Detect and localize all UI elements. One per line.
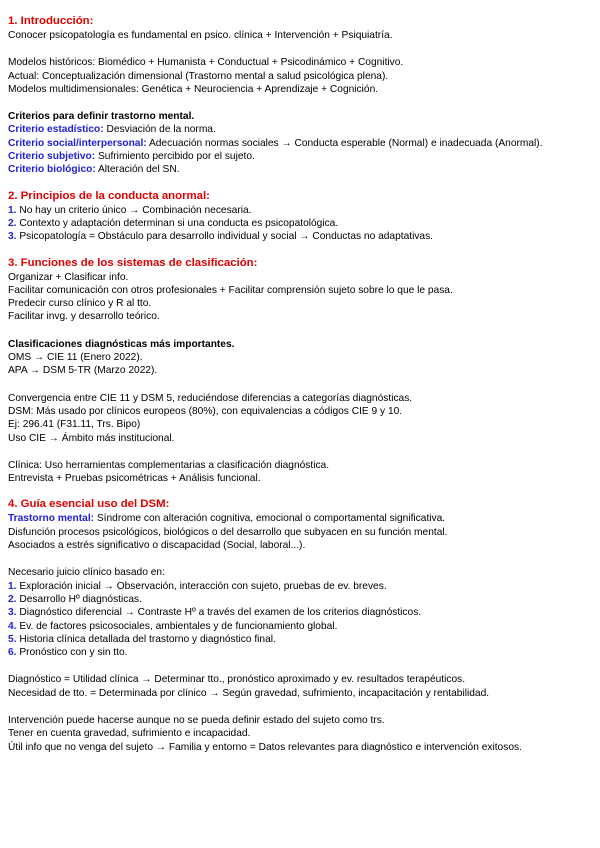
criterion-term: Criterio estadístico: bbox=[8, 124, 104, 136]
classification-line: APA → DSM 5-TR (Marzo 2022). bbox=[8, 365, 158, 377]
clinical-line: Entrevista + Pruebas psicométricas + Análisis funcional. bbox=[8, 473, 261, 485]
section-1-title: 1. Introducción: bbox=[8, 15, 94, 27]
classification-line: OMS → CIE 11 (Enero 2022). bbox=[8, 352, 143, 364]
principle-text: Contexto y adaptación determinan si una conducta es psicopatológica. bbox=[16, 217, 339, 229]
disorder-line: Asociados a estrés significativo o discapacidad (Social, laboral...). bbox=[8, 540, 306, 552]
step-item bbox=[8, 620, 596, 633]
diagnosis-line: Necesidad de tto. = Determinada por clínico → Según gravedad, sufrimiento, incapacitación y rentabilidad. bbox=[8, 687, 490, 699]
intervention-line: Intervención puede hacerse aunque no se pueda definir estado del sujeto como trs. bbox=[8, 714, 385, 726]
list-number: 4. bbox=[8, 620, 17, 632]
criterion-term: Criterio social/interpersonal: bbox=[8, 137, 147, 149]
convergence-line: Convergencia entre CIE 11 y DSM 5, reduciéndose diferencias a categorías diagnósticas. bbox=[8, 392, 413, 404]
criterion-text: Adecuación normas sociales → Conducta esperable (Normal) e inadecuada (Anormal). bbox=[146, 137, 543, 149]
principle-text: No hay un criterio único → Combinación necesaria. bbox=[16, 204, 252, 216]
intervention-line: Tener en cuenta gravedad, sufrimiento e incapacidad. bbox=[8, 728, 251, 740]
classifications-heading: Clasificaciones diagnósticas más importantes. bbox=[8, 338, 235, 350]
step-text: Exploración inicial → Observación, interacción con sujeto, pruebas de ev. breves. bbox=[16, 580, 387, 592]
intervention-line: Útil info que no venga del sujeto → Familia y entorno = Datos relevantes para diagnóstico e intervención exitosos. bbox=[8, 741, 522, 753]
diagnosis-line: Diagnóstico = Utilidad clínica → Determinar tto., pronóstico aproximado y ev. resultados terapéuticos. bbox=[8, 674, 466, 686]
criterion-item bbox=[8, 137, 596, 150]
document-page bbox=[8, 14, 596, 754]
step-item bbox=[8, 646, 596, 659]
criterion-text: Sufrimiento percibido por el sujeto. bbox=[95, 151, 255, 163]
step-text: Ev. de factores psicosociales, ambientales y de funcionamiento global. bbox=[16, 620, 338, 632]
criterion-item bbox=[8, 163, 596, 176]
clinical-line: Clínica: Uso herramientas complementarias a clasificación diagnóstica. bbox=[8, 459, 330, 471]
disorder-term: Trastorno mental: bbox=[8, 513, 95, 525]
criterion-item bbox=[8, 150, 596, 163]
principle-item bbox=[8, 204, 596, 217]
judgment-heading: Necesario juicio clínico basado en: bbox=[8, 567, 165, 579]
criterion-term: Criterio biológico: bbox=[8, 164, 96, 176]
disorder-text: Síndrome con alteración cognitiva, emocional o comportamental significativa. bbox=[94, 513, 446, 525]
principle-item bbox=[8, 230, 596, 243]
section-1-intro: Conocer psicopatología es fundamental en psico. clínica + Intervención + Psiquiatría. bbox=[8, 30, 393, 41]
criterion-term: Criterio subjetivo: bbox=[8, 151, 96, 163]
list-number: 2. bbox=[8, 593, 17, 605]
models-line: Modelos multidimensionales: Genética + Neurociencia + Aprendizaje + Cognición. bbox=[8, 83, 379, 95]
convergence-line: DSM: Más usado por clínicos europeos (80%), con equivalencias a códigos CIE 9 y 10. bbox=[8, 405, 403, 417]
convergence-line: Uso CIE → Ámbito más institucional. bbox=[8, 432, 175, 444]
models-line: Modelos históricos: Biomédico + Humanista + Conductual + Psicodinámico + Cognitivo. bbox=[8, 57, 404, 69]
criterion-text: Alteración del SN. bbox=[95, 164, 180, 176]
step-item bbox=[8, 633, 596, 646]
disorder-line: Disfunción procesos psicológicos, biológicos o del desarrollo que subyacen en su función mental. bbox=[8, 526, 448, 538]
step-text: Desarrollo Hº diagnósticas. bbox=[16, 593, 142, 605]
function-line: Facilitar comunicación con otros profesionales + Facilitar comprensión sujeto sobre lo que le pasa. bbox=[8, 284, 453, 296]
models-line: Actual: Conceptualización dimensional (Trastorno mental a salud psicológica plena). bbox=[8, 70, 389, 82]
step-text: Historia clínica detallada del trastorno y diagnóstico final. bbox=[16, 633, 276, 645]
list-number: 1. bbox=[8, 580, 17, 592]
step-text: Pronóstico con y sin tto. bbox=[16, 647, 128, 659]
list-number: 5. bbox=[8, 633, 17, 645]
step-text: Diagnóstico diferencial → Contraste Hº a través del examen de los criterios diagnósticos. bbox=[16, 607, 422, 619]
section-2-title: 2. Principios de la conducta anormal: bbox=[8, 189, 210, 202]
convergence-line: Ej: 296.41 (F31.11, Trs. Bipo) bbox=[8, 419, 141, 431]
section-4-title: 4. Guía esencial uso del DSM: bbox=[8, 498, 170, 511]
list-number: 3. bbox=[8, 231, 17, 243]
section-3-title: 3. Funciones de los sistemas de clasificación: bbox=[8, 256, 258, 269]
principle-text: Psicopatología = Obstáculo para desarrollo individual y social → Conductas no adaptativas. bbox=[16, 231, 434, 243]
function-line: Facilitar invg. y desarrollo teórico. bbox=[8, 311, 160, 323]
criteria-heading: Criterios para definir trastorno mental. bbox=[8, 111, 195, 123]
list-number: 2. bbox=[8, 217, 17, 229]
step-item bbox=[8, 593, 596, 606]
list-number: 3. bbox=[8, 607, 17, 619]
list-number: 6. bbox=[8, 647, 17, 659]
function-line: Organizar + Clasificar info. bbox=[8, 271, 129, 283]
principle-item bbox=[8, 217, 596, 230]
step-item bbox=[8, 580, 596, 593]
list-number: 1. bbox=[8, 204, 17, 216]
step-item bbox=[8, 606, 596, 619]
criterion-text: Desviación de la norma. bbox=[103, 124, 216, 136]
criterion-item bbox=[8, 123, 596, 136]
disorder-definition bbox=[8, 512, 596, 525]
function-line: Predecir curso clínico y R al tto. bbox=[8, 298, 152, 310]
